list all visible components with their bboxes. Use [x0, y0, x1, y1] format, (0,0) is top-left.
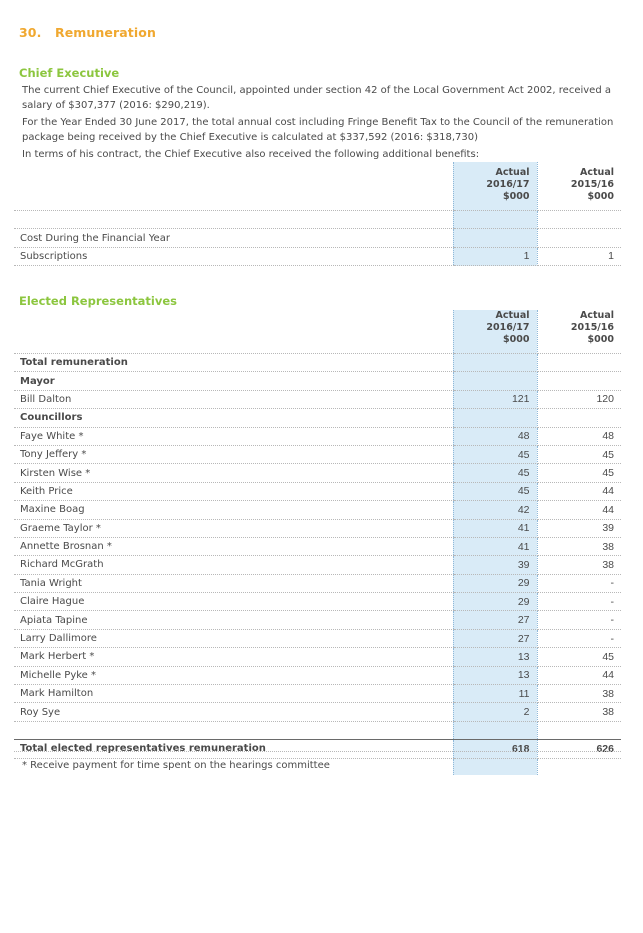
table-row: Kirsten Wise * 45 45	[14, 464, 621, 482]
ce-benefits-table	[14, 162, 621, 266]
ce-benefits-paragraph: In terms of his contract, the Chief Executive also received the following additional benefits:	[22, 149, 480, 160]
table-row: Faye White * 48 48	[14, 427, 621, 445]
ce-salary-paragraph: The current Chief Executive of the Council, appointed under section 42 of the Local Government Act 2002, received a salary of $307,377 (2016: $290,219).	[22, 85, 611, 111]
footnote-divider	[14, 751, 621, 752]
group-label-row: Total remuneration	[14, 354, 621, 372]
table-row: Michelle Pyke * 13 44	[14, 666, 621, 684]
table-row: Claire Hague 29 -	[14, 593, 621, 611]
elected-table-header	[14, 310, 621, 354]
ce-col-current: Actual 2016/17 $000	[453, 162, 537, 211]
footnote: * Receive payment for time spent on the hearings committee	[22, 760, 330, 771]
total-row: Total elected representatives remuneration 618 626	[14, 740, 621, 758]
section-title-text: Remuneration	[55, 25, 156, 40]
table-row: Mark Hamilton 11 38	[14, 685, 621, 703]
ce-col-prior: Actual 2015/16 $000	[537, 162, 621, 211]
ce-table-header	[14, 162, 621, 211]
table-row: Subscriptions 1 1	[14, 247, 621, 265]
elected-col-prior: Actual 2015/16 $000	[537, 310, 621, 354]
elected-remuneration-table	[14, 310, 621, 775]
table-row: Apiata Tapine 27 -	[14, 611, 621, 629]
mayor-label-row: Mayor	[14, 372, 621, 390]
table-row: Maxine Boag 42 44	[14, 501, 621, 519]
table-row: Annette Brosnan * 41 38	[14, 537, 621, 555]
elected-col-current: Actual 2016/17 $000	[453, 310, 537, 354]
table-row: Cost During the Financial Year	[14, 229, 621, 247]
table-row: Bill Dalton 121 120	[14, 390, 621, 408]
table-row: Graeme Taylor * 41 39	[14, 519, 621, 537]
table-row: Larry Dallimore 27 -	[14, 629, 621, 647]
table-row: Tania Wright 29 -	[14, 574, 621, 592]
table-row: Mark Herbert * 13 45	[14, 648, 621, 666]
table-row: Keith Price 45 44	[14, 482, 621, 500]
table-row: Roy Sye 2 38	[14, 703, 621, 721]
table-row: Richard McGrath 39 38	[14, 556, 621, 574]
elected-representatives-heading: Elected Representatives	[19, 294, 177, 308]
section-number: 30.	[19, 25, 42, 40]
section-title	[19, 25, 156, 40]
ce-package-paragraph: For the Year Ended 30 June 2017, the total annual cost including Fringe Benefit Tax to the Council of the remuneration package being received by the Chief Executive is calculated at $337,592 (2016: $318,730)	[22, 117, 614, 143]
table-row: Tony Jeffery * 45 45	[14, 445, 621, 463]
chief-executive-heading: Chief Executive	[19, 66, 120, 80]
councillors-label-row: Councillors	[14, 409, 621, 427]
